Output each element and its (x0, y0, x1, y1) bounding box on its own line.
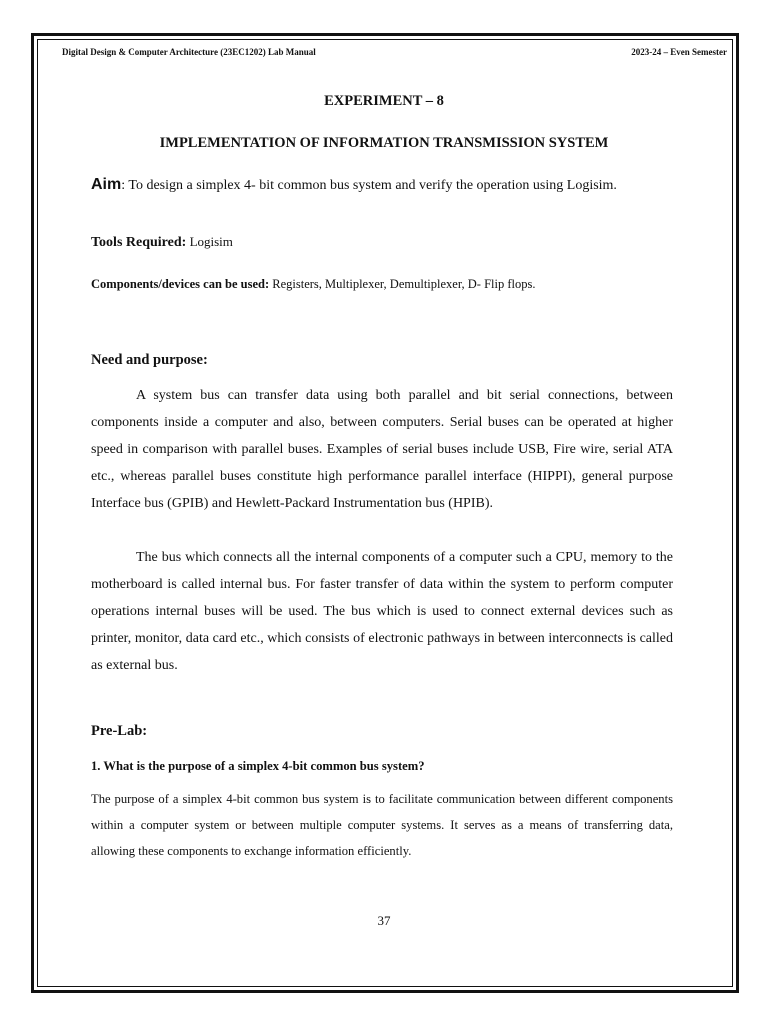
components-value: Registers, Multiplexer, Demultiplexer, D- Flip flops. (269, 277, 536, 291)
prelab-question-1: 1. What is the purpose of a simplex 4-bit common bus system? (91, 759, 425, 773)
need-purpose-paragraph-1 (91, 382, 673, 517)
need-purpose-heading: Need and purpose: (91, 352, 208, 368)
header-course-title: Digital Design & Computer Architecture (23EC1202) Lab Manual (62, 47, 316, 57)
header-semester: 2023-24 – Even Semester (631, 47, 727, 57)
experiment-title: EXPERIMENT – 8 (324, 93, 444, 109)
prelab-heading: Pre-Lab: (91, 723, 148, 739)
tools-value: Logisim (186, 234, 233, 249)
need-purpose-paragraph-2 (91, 544, 673, 679)
aim-line (91, 176, 617, 194)
aim-label: Aim (91, 176, 122, 193)
aim-text: : To design a simplex 4- bit common bus system and verify the operation using Logisim. (121, 178, 617, 193)
experiment-subtitle: IMPLEMENTATION OF INFORMATION TRANSMISSION SYSTEM (159, 135, 609, 151)
tools-line (91, 233, 233, 251)
components-line (91, 275, 535, 293)
paragraph-2-text: The bus which connects all the internal components of a computer such a CPU, memory to the motherboard is called internal bus. For faster transfer of data within the system to perform computer operations internal buses will be used. The bus which is used to connect external devices such as printer, monitor, data card etc., which consists of electronic pathways in between interconnects is called as external bus. (91, 550, 673, 673)
page-number: 37 (377, 913, 391, 928)
tools-label: Tools Required: (91, 235, 187, 250)
paragraph-1-text: A system bus can transfer data using both parallel and bit serial connections, between components inside a computer and also, between computers. Serial buses can be operated at higher speed in comparison with parallel buses. Examples of serial buses include USB, Fire wire, serial ATA etc., whereas parallel buses constitute high performance parallel interface (HIPPI), general purpose Interface bus (GPIB) and Hewlett-Packard Instrumentation bus (HPIB). (91, 388, 673, 511)
prelab-answer-1: The purpose of a simplex 4-bit common bus system is to facilitate communication between different components within a computer system or between multiple computer systems. It serves as a means of transferring data, allowing these components to exchange information efficiently. (91, 792, 673, 858)
components-label: Components/devices can be used: (91, 277, 270, 291)
